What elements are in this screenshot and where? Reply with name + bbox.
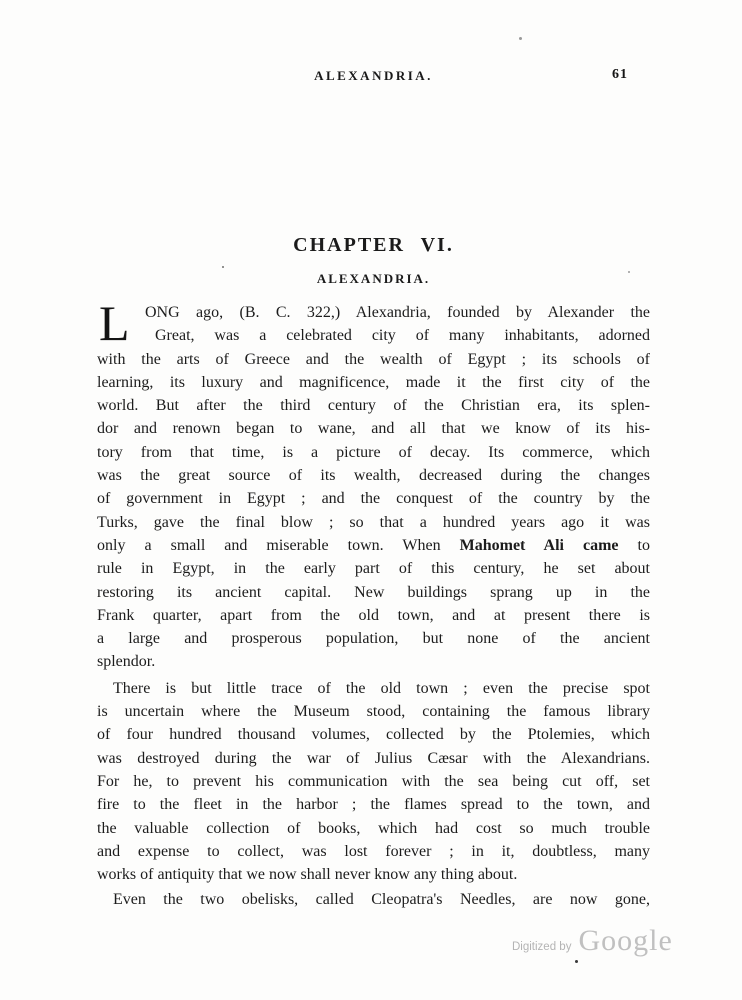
running-title: ALEXANDRIA. xyxy=(314,68,433,83)
text-line: There is but little trace of the old town ; even the precise spot xyxy=(113,679,650,697)
text-line: dor and renown began to wane, and all that we know of its his- xyxy=(97,420,650,438)
scan-speck xyxy=(575,960,578,963)
drop-cap: L xyxy=(99,295,130,351)
text-line: rule in Egypt, in the early part of this century, he set about xyxy=(97,560,650,578)
text-line: fire to the fleet in the harbor ; the flames spread to the town, and xyxy=(97,796,650,814)
paragraph-1 xyxy=(97,295,650,674)
scan-speck xyxy=(519,37,522,40)
text-line: tory from that time, is a picture of decay. Its commerce, which xyxy=(97,443,650,461)
text-line: learning, its luxury and magnificence, made it the first city of the xyxy=(97,373,650,391)
paragraph-3 xyxy=(97,888,650,911)
text-line: ONG ago, (B. C. 322,) Alexandria, founded by Alexander the xyxy=(145,304,650,321)
scan-speck xyxy=(628,271,630,273)
text-line: of government in Egypt ; and the conquest of the country by the xyxy=(97,490,650,508)
text-line: is uncertain where the Museum stood, containing the famous library xyxy=(97,703,650,721)
text-line: Turks, gave the final blow ; so that a hundred years ago it was xyxy=(97,513,650,531)
body-text xyxy=(97,295,650,912)
text-line: splendor. xyxy=(97,653,156,671)
chapter-heading: CHAPTER VI. xyxy=(293,234,454,256)
text-line: world. But after the third century of the Christian era, its splen- xyxy=(97,397,650,415)
text-line: Great, was a celebrated city of many inhabitants, adorned xyxy=(155,327,650,345)
text-line: was destroyed during the war of Julius Cæsar with the Alexandrians. xyxy=(97,749,650,767)
text-line: was the great source of its wealth, decreased during the changes xyxy=(97,467,650,485)
text-line: only a small and miserable town. When Mahomet Ali came to xyxy=(97,536,650,554)
text-line: of four hundred thousand volumes, collected by the Ptolemies, which xyxy=(97,726,650,744)
google-watermark xyxy=(512,924,673,958)
text-line: Frank quarter, apart from the old town, and at present there is xyxy=(97,606,650,624)
google-logo: Google xyxy=(578,924,673,957)
text-line: and expense to collect, was lost forever ; in it, doubtless, many xyxy=(97,842,650,860)
scan-speck xyxy=(222,266,224,268)
page-number: 61 xyxy=(612,67,628,82)
digitized-by-label: Digitized by xyxy=(512,941,572,953)
paragraph-2 xyxy=(97,677,650,887)
running-header xyxy=(97,67,650,85)
text-line: Even the two obelisks, called Cleopatra's Needles, are now gone, xyxy=(113,891,650,909)
text-line: For he, to prevent his communication with the sea being cut off, set xyxy=(97,772,650,790)
chapter-subheading: ALEXANDRIA. xyxy=(316,271,431,286)
text-line: restoring its ancient capital. New buildings sprang up in the xyxy=(97,583,650,601)
text-line: a large and prosperous population, but none of the ancient xyxy=(97,630,650,648)
text-line: with the arts of Greece and the wealth of Egypt ; its schools of xyxy=(97,350,650,368)
text-line: works of antiquity that we now shall never know any thing about. xyxy=(97,866,518,884)
text-line: the valuable collection of books, which had cost so much trouble xyxy=(97,819,650,837)
